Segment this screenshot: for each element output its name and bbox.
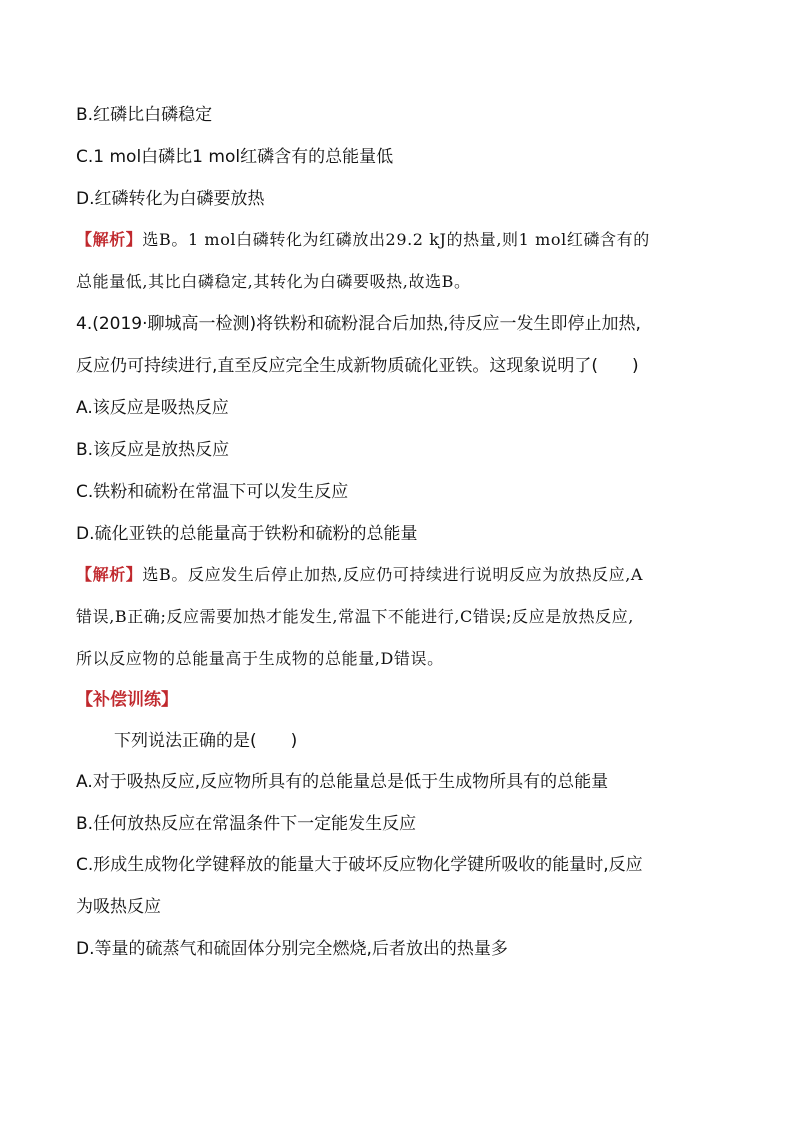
q4-option-a: A.该反应是吸热反应: [76, 398, 229, 418]
q4-analysis-line-2: 错误,B正确;反应需要加热才能发生,常温下不能进行,C错误;反应是放热反应,: [76, 607, 634, 626]
analysis-tag: 【解析】: [76, 565, 143, 584]
supplement-option-a: A.对于吸热反应,反应物所具有的总能量总是低于生成物所具有的总能量: [76, 772, 609, 792]
q3-option-b: B.红磷比白磷稳定: [76, 105, 213, 125]
supplement-option-b: B.任何放热反应在常温条件下一定能发生反应: [76, 814, 417, 834]
supplement-option-d: D.等量的硫蒸气和硫固体分别完全燃烧,后者放出的热量多: [76, 939, 508, 959]
supplement-stem: 下列说法正确的是( ): [114, 731, 298, 751]
supplement-heading: 【补偿训练】: [76, 690, 178, 710]
q4-analysis-line-1: [76, 563, 734, 587]
q4-option-b: B.该反应是放热反应: [76, 440, 230, 460]
q4-stem-line-1: 4.(2019·聊城高一检测)将铁粉和硫粉混合后加热,待反应一发生即停止加热,: [76, 314, 641, 334]
q4-analysis-line-3: 所以反应物的总能量高于生成物的总能量,D错误。: [76, 649, 444, 668]
q4-analysis-text-1: 选B。反应发生后停止加热,反应仍可持续进行说明反应为放热反应,A: [142, 565, 644, 584]
q4-option-c: C.铁粉和硫粉在常温下可以发生反应: [76, 482, 349, 502]
supplement-option-c-line-1: C.形成生成物化学键释放的能量大于破坏反应物化学键所吸收的能量时,反应: [76, 855, 643, 875]
q3-option-d: D.红磷转化为白磷要放热: [76, 189, 265, 209]
q4-stem-line-2: 反应仍可持续进行,直至反应完全生成新物质硫化亚铁。这现象说明了( ): [76, 356, 639, 376]
q3-analysis-text-1: 选B。1 mol白磷转化为红磷放出29.2 kJ的热量,则1 mol红磷含有的: [142, 230, 650, 249]
q3-analysis-line-2: 总能量低,其比白磷稳定,其转化为白磷要吸热,故选B。: [76, 272, 471, 291]
q3-analysis-line-1: [76, 228, 734, 252]
analysis-tag: 【解析】: [76, 230, 143, 249]
q4-option-d: D.硫化亚铁的总能量高于铁粉和硫粉的总能量: [76, 524, 418, 544]
supplement-option-c-line-2: 为吸热反应: [76, 897, 161, 917]
q3-option-c: C.1 mol白磷比1 mol红磷含有的总能量低: [76, 147, 394, 167]
